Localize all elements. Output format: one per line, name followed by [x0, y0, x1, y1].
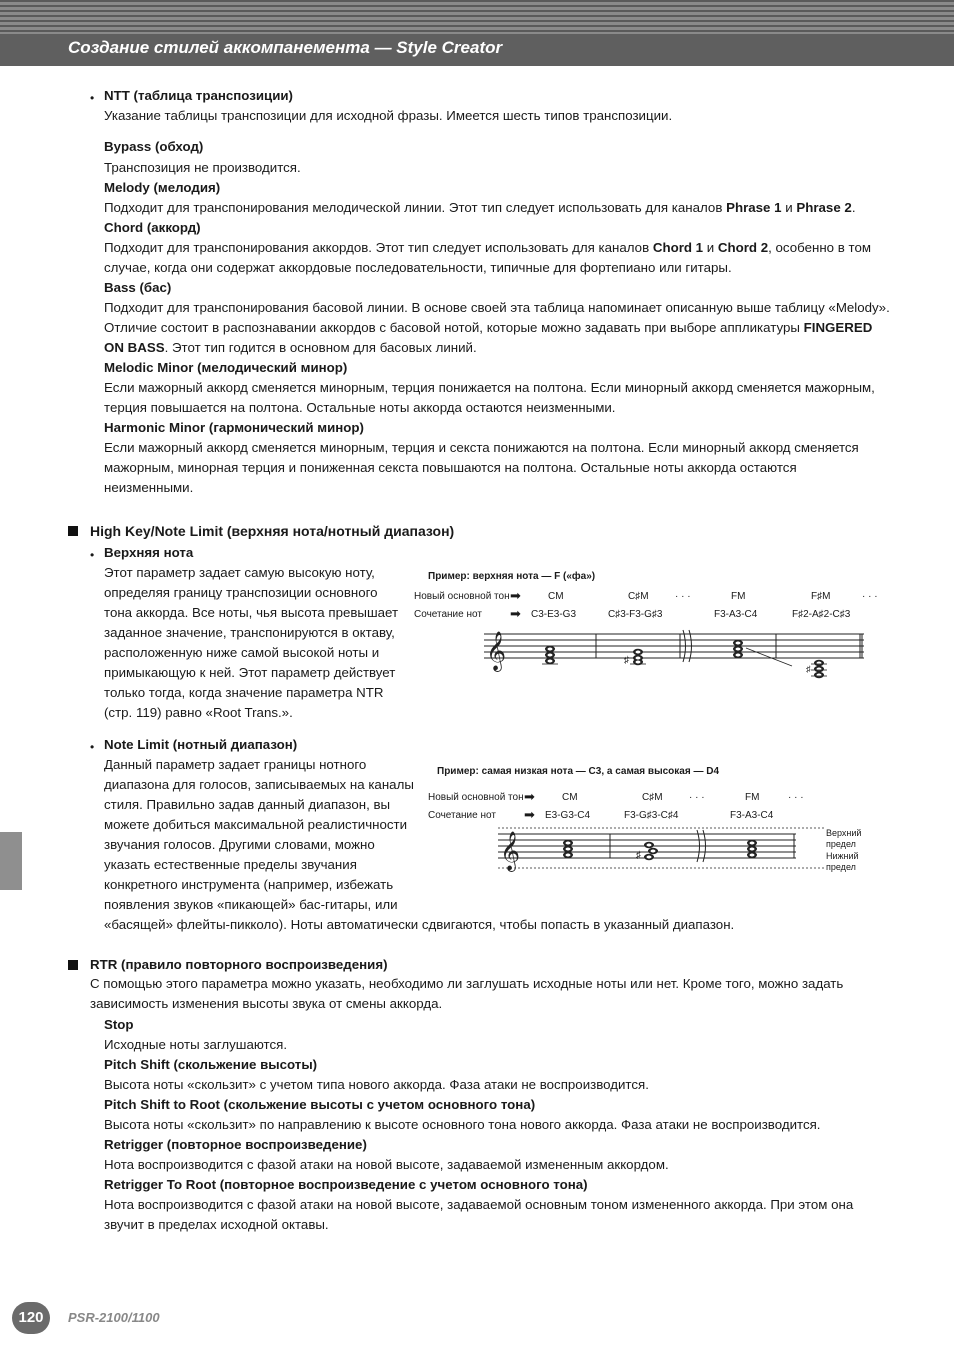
note-limit-title: Note Limit (нотный диапазон) — [104, 737, 298, 752]
text-line: стиля. Правильно задав данный диапазон, вы — [104, 797, 391, 812]
music-staff — [494, 826, 824, 876]
text-line: появления звуков «пикающей» бас-гитары, или — [104, 897, 398, 912]
bullet-icon: • — [90, 548, 95, 562]
row-label-root: Новый основной тон — [428, 792, 524, 803]
ntt-title: NTT (таблица транспозиции) — [104, 88, 293, 103]
pitch-shift-title: Pitch Shift (скольжение высоты) — [104, 1057, 318, 1072]
svg-text:♯: ♯ — [806, 664, 811, 674]
upper-note-title: Верхняя нота — [104, 545, 194, 560]
svg-text:𝄞: 𝄞 — [500, 831, 521, 871]
retrigger-title: Retrigger (повторное воспроизведение) — [104, 1137, 367, 1152]
harmonic-minor-line3: неизменными. — [104, 480, 194, 495]
page-number: 120 — [12, 1302, 50, 1334]
ellipsis: · · · — [689, 792, 705, 803]
retrigger-root-desc-line2: звучит в пределах исходной октавы. — [104, 1217, 329, 1232]
chord-desc: Подходит для транспонирования аккордов. Этот тип следует использовать для каналов Chord 1 и Chord 2, особенно в том — [104, 240, 871, 255]
rtr-desc-line2: зависимость изменения высоты звука от смены аккорда. — [90, 996, 443, 1011]
ellipsis: · · · — [675, 591, 691, 602]
retrigger-desc: Нота воспроизводится с фазой атаки на новой высоте, задаваемой измененным аккордом. — [104, 1157, 669, 1172]
note-combination: E3-G3-C4 — [545, 810, 591, 821]
text-line: Этот параметр задает самую высокую ноту, — [104, 565, 375, 580]
pitch-shift-desc: Высота ноты «скользит» с учетом типа нового аккорда. Фаза атаки не воспроизводится. — [104, 1077, 649, 1092]
bypass-title: Bypass (обход) — [104, 139, 204, 154]
arrow-right-icon: ➡ — [510, 606, 521, 621]
upper-limit-label: Верхний предел — [826, 828, 862, 849]
chord-desc-line2: случае, когда они содержат аккордовые последовательности, типичные для фортепиано или гитары. — [104, 260, 732, 275]
retrigger-root-title: Retrigger To Root (повторное воспроизведение с учетом основного тона) — [104, 1177, 588, 1192]
pitch-shift-root-title: Pitch Shift to Root (скольжение высоты с учетом основного тона) — [104, 1097, 536, 1112]
melodic-minor-title: Melodic Minor (мелодический минор) — [104, 360, 348, 375]
chord-name: FM — [731, 591, 746, 602]
note-combination: C♯3-F3-G♯3 — [608, 609, 663, 620]
note-combination: F3-A3-C4 — [730, 810, 774, 821]
arrow-right-icon: ➡ — [524, 807, 535, 822]
lower-limit-label: Нижний предел — [826, 851, 859, 872]
chord-name: F♯M — [811, 591, 831, 602]
melodic-minor-line1: Если мажорный аккорд сменяется минорным, терция понижается на полтона. Если минорный аккорд сменяется мажорным, — [104, 380, 875, 395]
text-line: тона аккорда. Все ноты, чья высота превышает — [104, 605, 399, 620]
diagram-caption: Пример: самая низкая нота — C3, а самая высокая — D4 — [437, 766, 720, 777]
text-line: (стр. 119) равно «Root Trans.». — [104, 705, 293, 720]
note-combination: F3-A3-C4 — [714, 609, 758, 620]
music-staff — [480, 626, 870, 684]
harmonic-minor-title: Harmonic Minor (гармонический минор) — [104, 420, 364, 435]
chapter-side-tab — [0, 832, 22, 890]
text-line: конкретного инструмента (например, избежать — [104, 877, 394, 892]
pitch-shift-root-desc: Высота ноты «скользит» по направлению к высоте основного тона нового аккорда. Фаза атаки не воспроизводится. — [104, 1117, 821, 1132]
svg-text:♯: ♯ — [624, 655, 629, 666]
chord-title: Chord (аккорд) — [104, 220, 201, 235]
melody-title: Melody (мелодия) — [104, 180, 221, 195]
row-label-root: Новый основной тон — [414, 591, 510, 602]
row-label-notes: Сочетание нот — [428, 810, 496, 821]
bullet-icon: • — [90, 91, 95, 105]
section-square-icon — [68, 526, 78, 536]
page-title: Создание стилей аккомпанемента — Style Creator — [68, 38, 503, 57]
note-combination: F♯2-A♯2-C♯3 — [792, 609, 851, 620]
rtr-desc-line1: С помощью этого параметра можно указать, необходимо ли заглушать исходные ноты или нет. Кроме того, можно задать — [90, 976, 844, 991]
bypass-desc: Транспозиция не производится. — [104, 160, 301, 175]
text-line: Данный параметр задает границы нотного — [104, 757, 367, 772]
ellipsis: · · · — [862, 591, 878, 602]
note-combination: F3-G♯3-C♯4 — [624, 810, 679, 821]
page-header — [0, 0, 954, 66]
text-line: диапазона для голосов, записываемых на каналы — [104, 777, 414, 792]
highkey-title: High Key/Note Limit (верхняя нота/нотный диапазон) — [90, 523, 455, 539]
model-name: PSR-2100/1100 — [68, 1310, 160, 1325]
bass-desc-line2: Отличие состоит в распознавании аккордов с басовой нотой, которые можно задавать при выборе аппликатуры FINGERED — [104, 320, 873, 335]
text-line: определяя границу транспозиции основного — [104, 585, 378, 600]
note-combination: C3-E3-G3 — [531, 609, 577, 620]
text-line: расположенную ниже самой высокой ноты и — [104, 645, 380, 660]
bass-title: Bass (бас) — [104, 280, 172, 295]
stop-title: Stop — [104, 1017, 134, 1032]
chord-name: CM — [548, 591, 564, 602]
bullet-icon: • — [90, 740, 95, 754]
svg-text:♯: ♯ — [636, 850, 641, 861]
text-line: примыкающую к ней. Этот параметр действует — [104, 665, 396, 680]
ntt-desc: Указание таблицы транспозиции для исходной фразы. Имеется шесть типов транспозиции. — [104, 108, 673, 123]
text-line: «басящей» флейты-пикколо). Ноты автоматически сдвигаются, чтобы попасть в указанный диапазон. — [104, 917, 735, 932]
text-line: указать естественные пределы звучания — [104, 857, 357, 872]
stop-desc: Исходные ноты заглушаются. — [104, 1037, 288, 1052]
chord-name: C♯M — [628, 591, 649, 602]
harmonic-minor-line1: Если мажорный аккорд сменяется минорным, терция и секста понижаются на полтона. Если минорный аккорд сменяется — [104, 440, 859, 455]
harmonic-minor-line2: мажорным, минорная терция и пониженная секста повышаются на полтона. Остальные ноты аккорда остаются — [104, 460, 797, 475]
arrow-right-icon: ➡ — [524, 789, 535, 804]
diagram-caption: Пример: верхняя нота — F («фа») — [428, 571, 596, 582]
text-line: можете добиться максимальной реалистичности — [104, 817, 408, 832]
section-square-icon — [68, 960, 78, 970]
retrigger-root-desc-line1: Нота воспроизводится с фазой атаки на новой высоте, задаваемой основным тоном измененного аккорда. При этом она — [104, 1197, 854, 1212]
rtr-title: RTR (правило повторного воспроизведения) — [90, 957, 388, 972]
text-line: звучания голосов. Другими словами, можно — [104, 837, 375, 852]
svg-text:𝄞: 𝄞 — [486, 631, 507, 671]
chord-name: FM — [745, 792, 760, 803]
arrow-right-icon: ➡ — [510, 588, 521, 603]
row-label-notes: Сочетание нот — [414, 609, 482, 620]
chord-name: C♯M — [642, 792, 663, 803]
bass-desc-line3: ON BASS. Этот тип годится в основном для басовых линий. — [104, 340, 477, 355]
ellipsis: · · · — [788, 792, 804, 803]
melody-desc: Подходит для транспонирования мелодической линии. Этот тип следует использовать для каналов Phrase 1 и Phrase 2. — [104, 200, 856, 215]
text-line: только тогда, когда значение параметра NTR — [104, 685, 384, 700]
bass-desc-line1: Подходит для транспонирования басовой линии. В основе своей эта таблица напоминает описанную выше таблицу «Melody». — [104, 300, 890, 315]
text-line: заданное значение, транспонируются в октаву, — [104, 625, 395, 640]
melodic-minor-line2: терция повышается на полтона. Остальные ноты аккорда остаются неизменными. — [104, 400, 616, 415]
chord-name: CM — [562, 792, 578, 803]
